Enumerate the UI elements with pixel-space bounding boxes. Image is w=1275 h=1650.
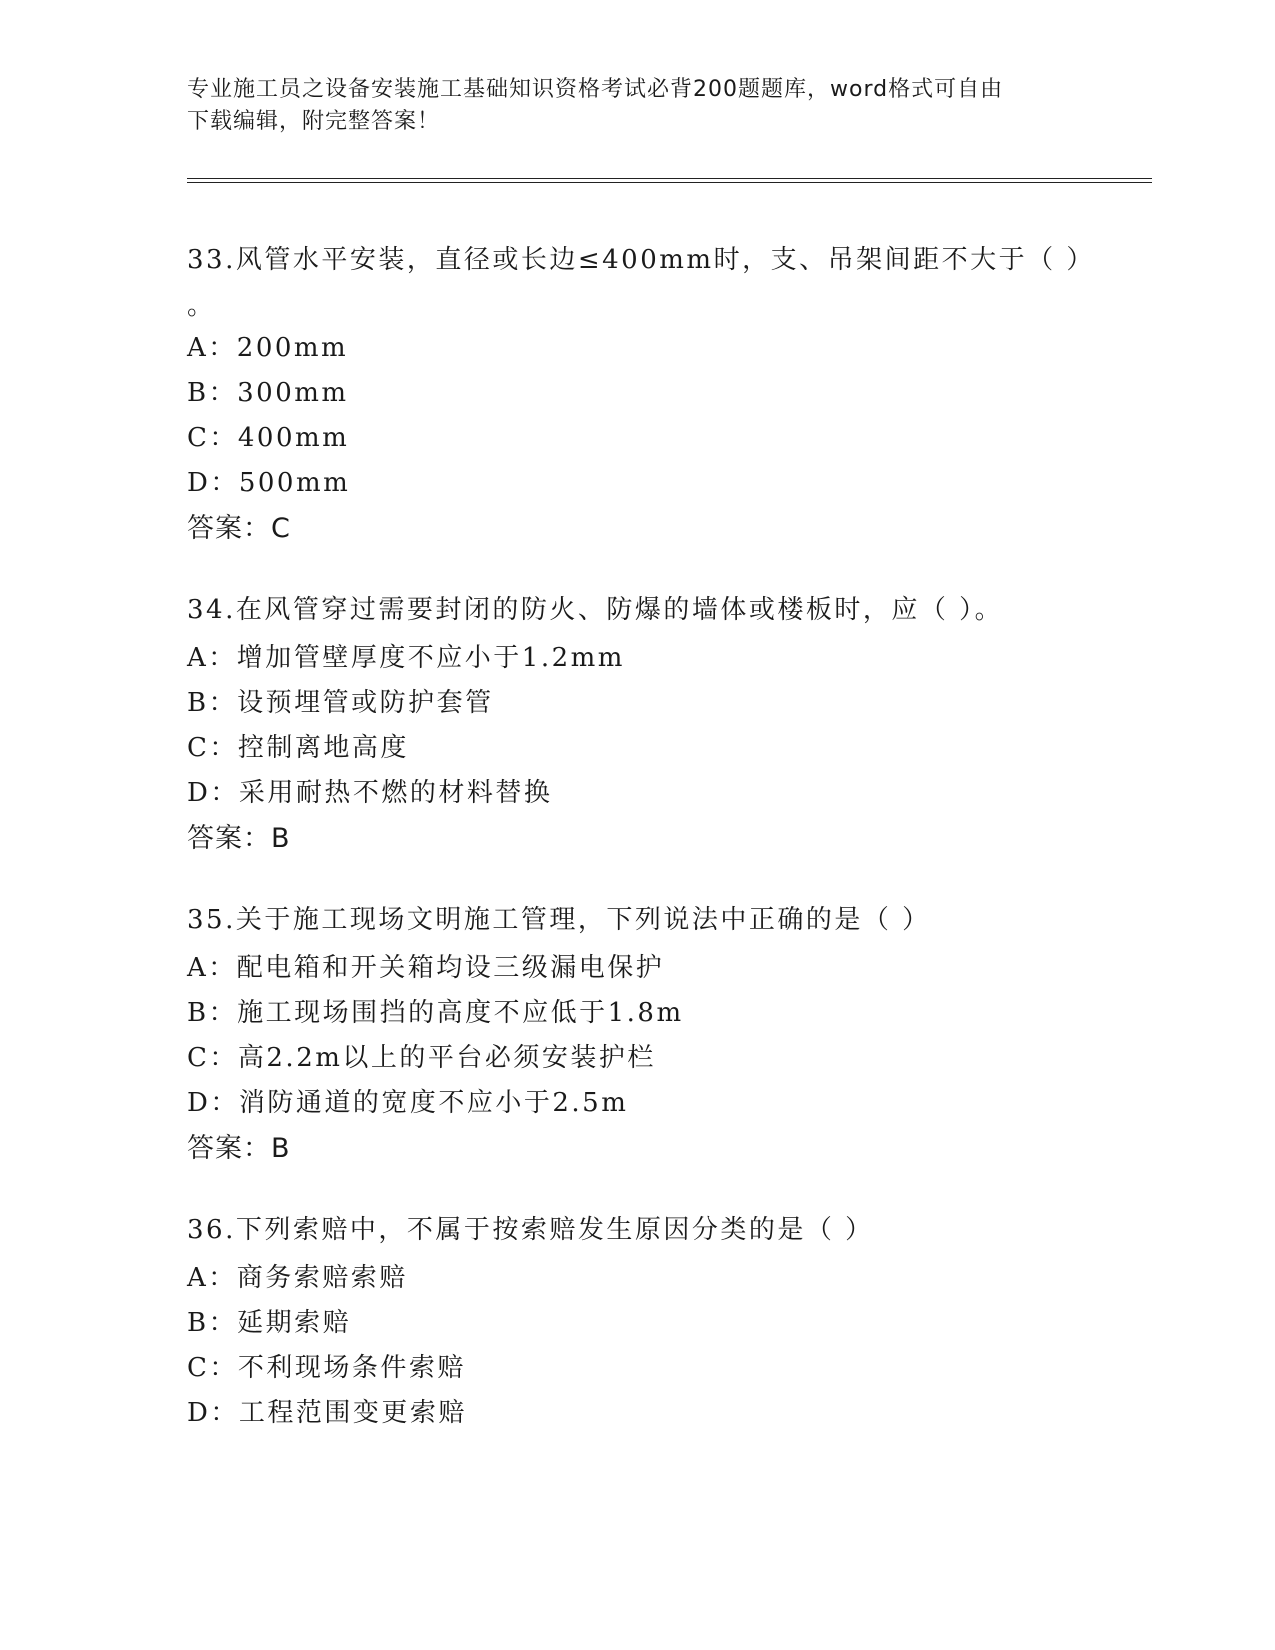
answer: 答案：C: [187, 513, 291, 544]
option-c: C：400mm: [187, 423, 350, 453]
option-b: B：300mm: [187, 378, 349, 408]
header-divider: [187, 178, 1152, 183]
question-text: 34.在风管穿过需要封闭的防火、防爆的墙体或楼板时，应（ ）。: [187, 595, 1004, 625]
document-header: [187, 74, 1067, 138]
header-line-2: 下载编辑，附完整答案！: [187, 109, 441, 134]
answer: 答案：B: [187, 1133, 291, 1164]
option-c: C：高2.2m以上的平台必须安装护栏: [187, 1043, 656, 1073]
answer: 答案：B: [187, 823, 291, 854]
option-c: C：控制离地高度: [187, 733, 409, 763]
option-a: A：配电箱和开关箱均设三级漏电保护: [187, 953, 665, 983]
question-text: 36.下列索赔中，不属于按索赔发生原因分类的是（ ）: [187, 1215, 874, 1245]
question-35: [187, 894, 1152, 1171]
option-d: D：500mm: [187, 468, 351, 498]
question-34: [187, 584, 1152, 861]
header-line-1: 专业施工员之设备安装施工基础知识资格考试必背200题题库，word格式可自由: [187, 77, 1004, 102]
option-d: D：工程范围变更索赔: [187, 1398, 467, 1428]
option-d: D：消防通道的宽度不应小于2.5m: [187, 1088, 629, 1118]
option-a: A：增加管壁厚度不应小于1.2mm: [187, 643, 625, 673]
option-d: D：采用耐热不燃的材料替换: [187, 778, 553, 808]
question-36: [187, 1204, 1152, 1436]
question-33: [187, 234, 1152, 551]
option-a: A：商务索赔索赔: [187, 1263, 408, 1293]
option-b: B：设预埋管或防护套管: [187, 688, 494, 718]
question-list: [187, 234, 1152, 1469]
option-c: C：不利现场条件索赔: [187, 1353, 466, 1383]
option-a: A：200mm: [187, 333, 349, 363]
question-text: 35.关于施工现场文明施工管理，下列说法中正确的是（ ）: [187, 905, 931, 935]
option-b: B：施工现场围挡的高度不应低于1.8m: [187, 998, 684, 1028]
question-text-continuation: 。: [187, 291, 214, 321]
option-b: B：延期索赔: [187, 1308, 352, 1338]
question-text: 33.风管水平安装，直径或长边≤400mm时，支、吊架间距不大于（ ）: [187, 245, 1095, 275]
